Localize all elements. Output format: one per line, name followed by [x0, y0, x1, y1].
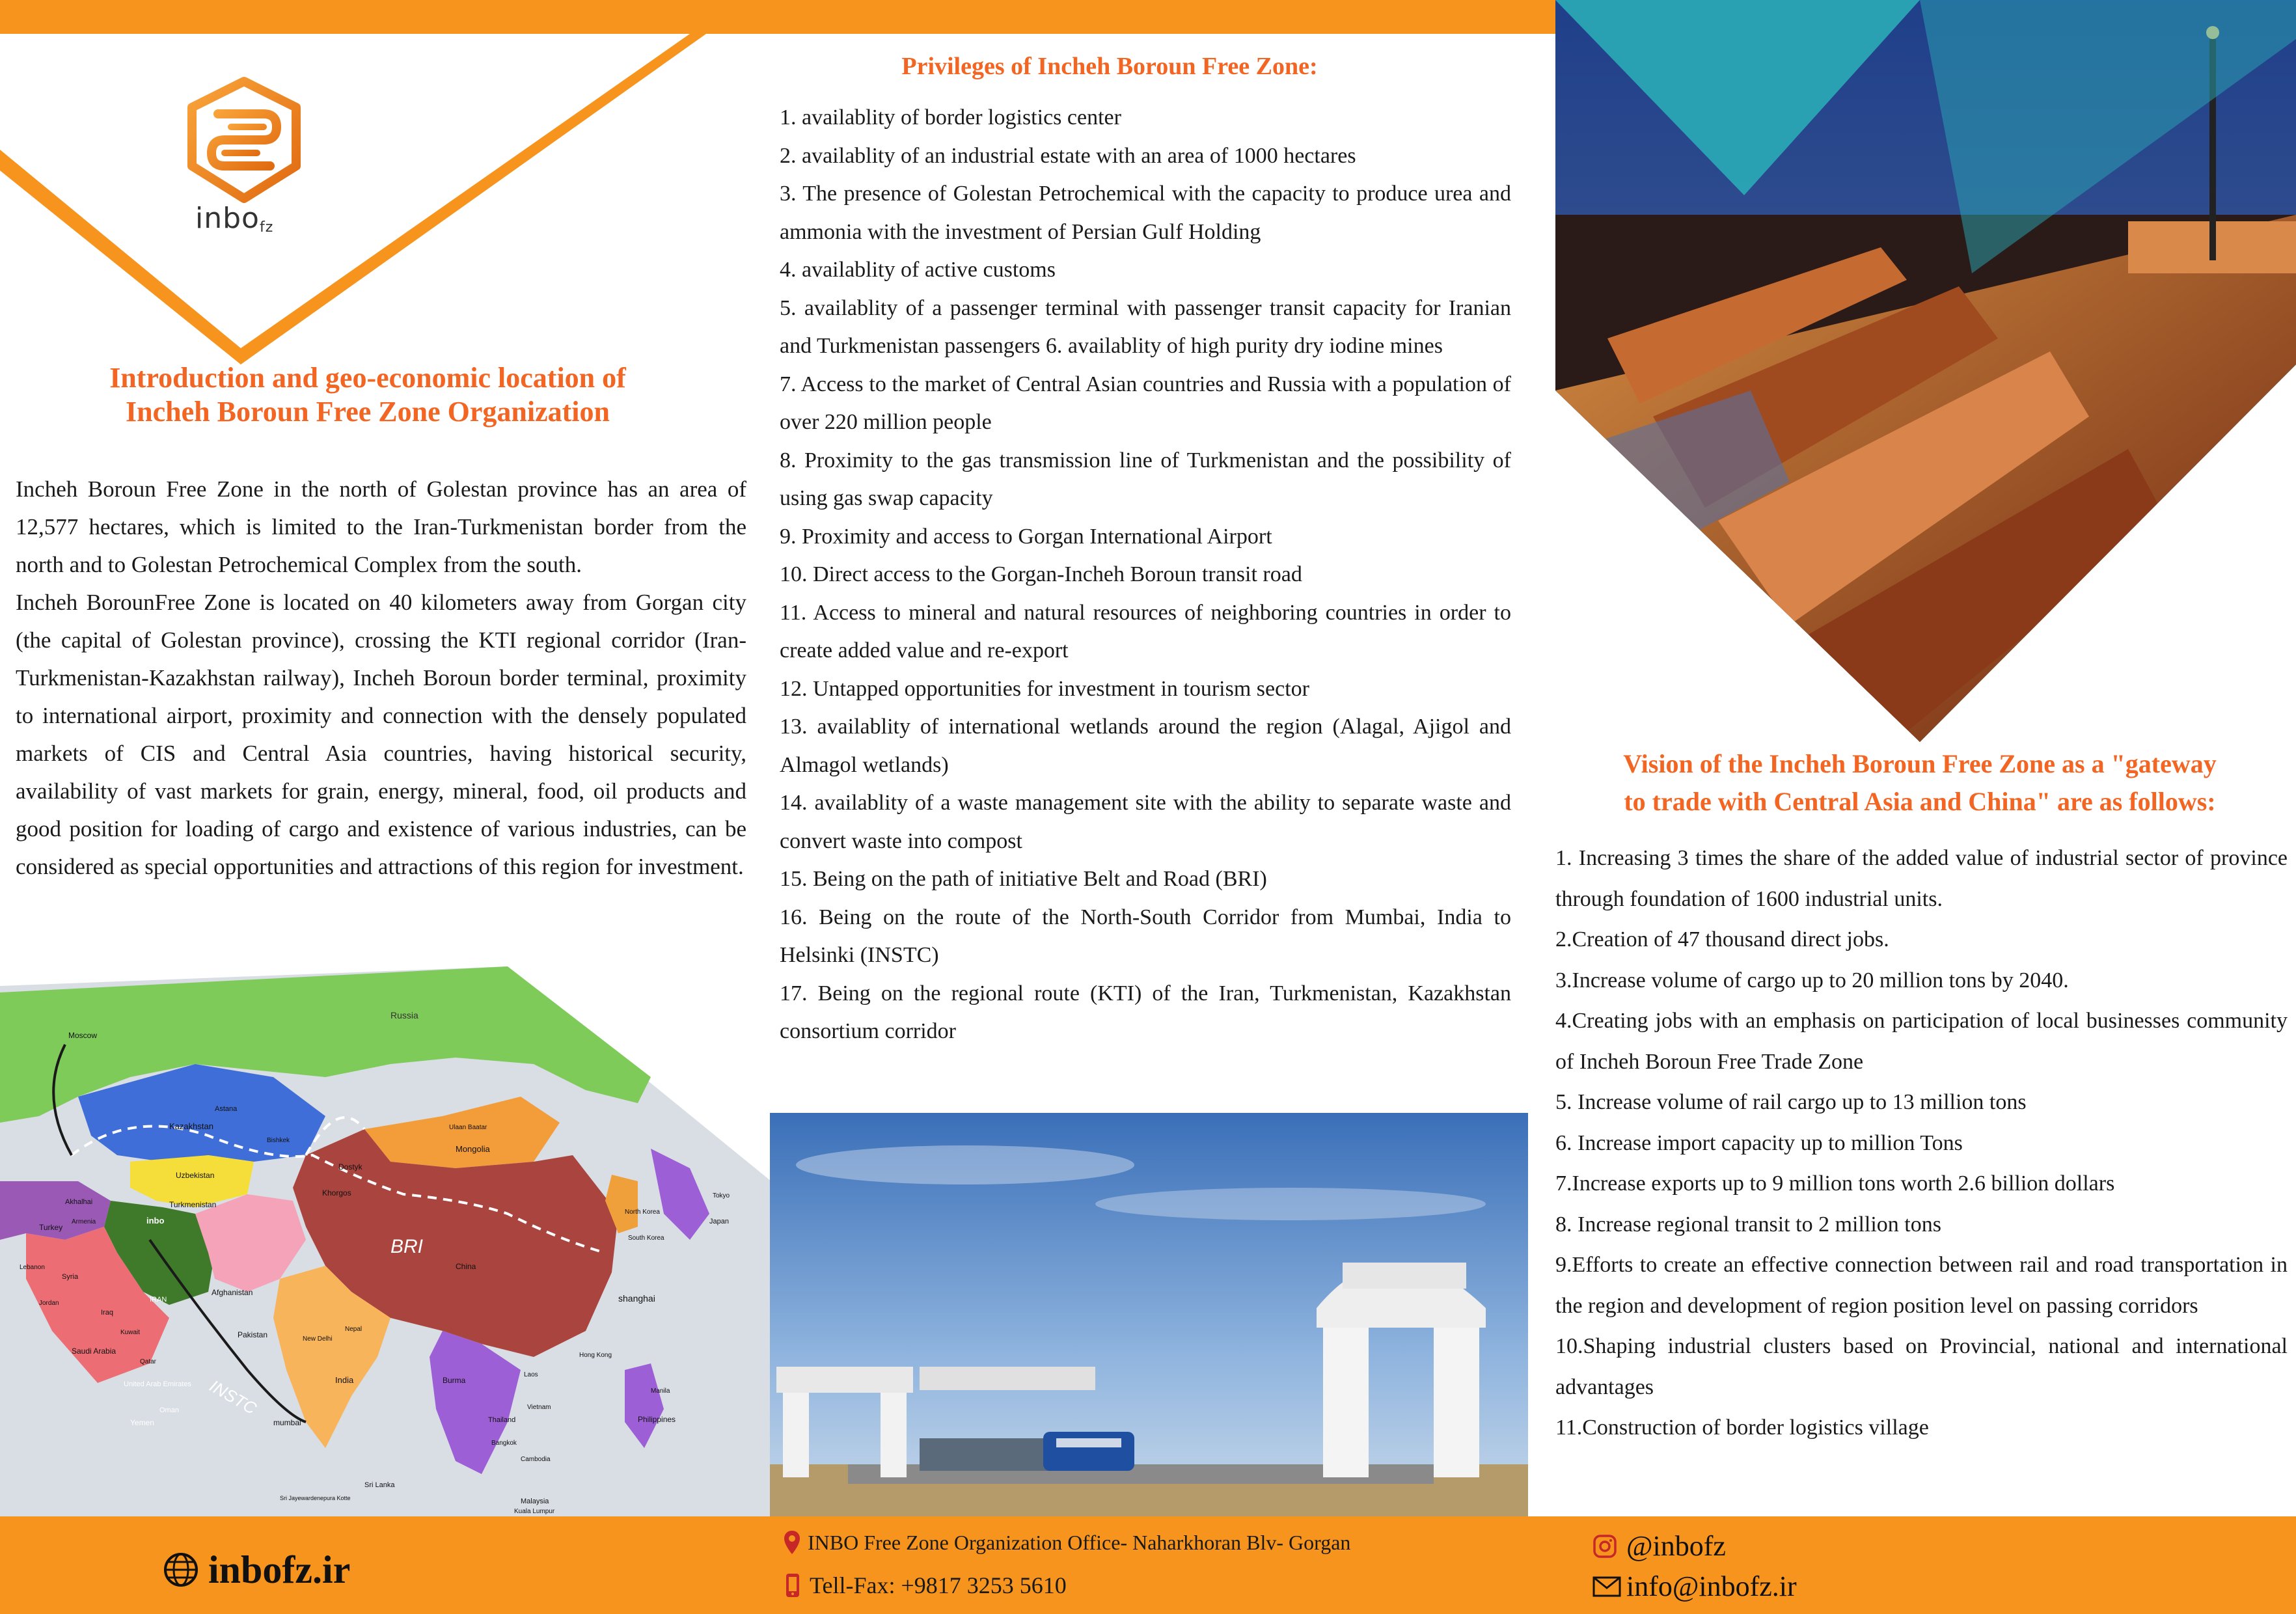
logo-text: inbo [195, 202, 260, 235]
vision-item: 5. Increase volume of rail cargo up to 13 million tons [1555, 1090, 2027, 1114]
map-label-india: India [335, 1375, 354, 1385]
vision-title-line1: Vision of the Incheh Boroun Free Zone as a "gateway [1623, 749, 2217, 778]
map-label-mongolia: Mongolia [456, 1144, 490, 1154]
map-label-southkorea: South Korea [628, 1235, 664, 1242]
map-label-uzbekistan: Uzbekistan [176, 1171, 215, 1180]
vision-item: 6. Increase import capacity up to million Tons [1555, 1130, 1963, 1155]
privilege-item: 5. availablity of a passenger terminal with passenger transit capacity for Iranian and Turkmenistan passengers 6. availablity of high purity dry iodine mines [780, 295, 1511, 358]
intro-paragraph-1: Incheh Boroun Free Zone in the north of Golestan province has an area of 12,577 hectares, which is limited to the Iran-Turkmenistan border from the north and to Golestan Petrochemical Complex from the south. [16, 476, 746, 577]
map-label-instc: INSTC [206, 1376, 260, 1419]
privilege-item: 16. Being on the route of the North-South Corridor from Mumbai, India to Helsinki (INSTC) [780, 905, 1511, 967]
map-label-uae: United Arab Emirates [124, 1380, 191, 1388]
map-label-srij: Sri Jayewardenepura Kotte [280, 1495, 351, 1501]
email-link[interactable]: info@inbofz.ir [1626, 1570, 1797, 1602]
vision-item: 8. Increase regional transit to 2 million tons [1555, 1212, 1941, 1237]
intro-body [16, 471, 746, 886]
privilege-item: 17. Being on the regional route (KTI) of the Iran, Turkmenistan, Kazakhstan consortium corridor [780, 981, 1511, 1043]
map-label-qatar: Qatar [140, 1358, 157, 1365]
map-label-afghanistan: Afghanistan [212, 1288, 253, 1297]
logo-suffix: fz [259, 219, 274, 236]
map-label-laos: Laos [524, 1371, 538, 1378]
map-label-astana: Astana [215, 1105, 238, 1113]
vision-item: 3.Increase volume of cargo up to 20 million tons by 2040. [1555, 968, 2069, 992]
map-label-kazakhstan: Kazakhstan [169, 1121, 213, 1131]
phone-group [785, 1572, 1067, 1599]
instagram-group [1592, 1529, 1726, 1563]
privilege-item: 10. Direct access to the Gorgan-Incheh Boroun transit road [780, 562, 1302, 586]
privilege-item: 14. availablity of a waste management site with the ability to separate waste and convert waste into compost [780, 791, 1511, 853]
intro-title [13, 361, 722, 429]
map-label-russia: Russia [390, 1010, 418, 1020]
inbo-logo [166, 75, 322, 244]
privileges-list [780, 99, 1511, 1051]
map-label-shanghai: shanghai [618, 1293, 655, 1304]
email-group [1592, 1570, 1797, 1603]
map-label-vietnam: Vietnam [527, 1404, 551, 1411]
map-label-bangkok: Bangkok [491, 1440, 517, 1447]
map-label-khorgos: Khorgos [322, 1188, 351, 1197]
instagram-link[interactable]: @inbofz [1626, 1530, 1726, 1562]
map-label-philippines: Philippines [638, 1415, 676, 1424]
website-link[interactable]: inbofz.ir [208, 1548, 351, 1591]
location-pin-icon [783, 1529, 801, 1555]
privilege-item: 3. The presence of Golestan Petrochemical with the capacity to produce urea and ammonia with the investment of Persian Gulf Holding [780, 182, 1511, 244]
phone-icon [785, 1572, 800, 1598]
globe-icon [163, 1552, 199, 1588]
vision-item: 7.Increase exports up to 9 million tons worth 2.6 billion dollars [1555, 1171, 2115, 1196]
map-label-cambodia: Cambodia [521, 1456, 551, 1463]
privilege-item: 2. availablity of an industrial estate with an area of 1000 hectares [780, 143, 1356, 168]
privilege-item: 12. Untapped opportunities for investment in tourism sector [780, 676, 1309, 701]
logo-mark-icon [166, 75, 322, 205]
privilege-item: 1. availablity of border logistics center [780, 105, 1121, 130]
map-label-newdelhi: New Delhi [303, 1335, 333, 1343]
instagram-icon [1592, 1534, 1617, 1559]
privilege-item: 13. availablity of international wetlands around the region (Alagal, Ajigol and Almagol wetlands) [780, 715, 1511, 777]
map-label-turkmenistan: Turkmenistan [169, 1200, 217, 1209]
vision-item: 9.Efforts to create an effective connection between rail and road transportation in the region and development of region position level on passing corridors [1555, 1253, 2288, 1318]
map-label-japan: Japan [709, 1218, 729, 1225]
privilege-item: 4. availablity of active customs [780, 258, 1056, 282]
vision-list [1555, 838, 2288, 1449]
map-label-china: China [456, 1262, 476, 1271]
privilege-item: 7. Access to the market of Central Asian countries and Russia with a population of over 220 million people [780, 372, 1511, 434]
map-label-turkey: Turkey [39, 1223, 63, 1232]
vision-item: 10.Shaping industrial clusters based on Provincial, national and international advantages [1555, 1334, 2288, 1399]
rail-yard-photo [1555, 0, 2296, 742]
map-label-iraq: Iraq [101, 1309, 113, 1317]
footer-bar [0, 1516, 2296, 1614]
map-label-bri: BRI [390, 1236, 424, 1257]
border-gate-photo [770, 1113, 1528, 1516]
privileges-title: Privileges of Incheh Boroun Free Zone: [901, 53, 1318, 80]
intro-title-line2: Incheh Boroun Free Zone Organization [126, 396, 610, 428]
intro-title-line1: Introduction and geo-economic location of [109, 362, 626, 394]
map-label-bishkek: Bishkek [267, 1137, 290, 1144]
vision-item: 2.Creation of 47 thousand direct jobs. [1555, 927, 1889, 951]
map-label-kuala: Kuala Lumpur [514, 1508, 555, 1515]
map-label-inbo: inbo [146, 1216, 165, 1225]
vision-item: 4.Creating jobs with an emphasis on participation of local businesses community of Incheh Boroun Free Trade Zone [1555, 1009, 2288, 1074]
map-label-iran: IRAN [150, 1296, 167, 1304]
vision-title [1562, 745, 2278, 821]
map-label-lebanon: Lebanon [20, 1264, 45, 1271]
map-label-armenia: Armenia [72, 1218, 96, 1225]
map-label-srilanka: Sri Lanka [364, 1481, 395, 1489]
regional-map [0, 966, 771, 1516]
map-label-tokyo: Tokyo [713, 1192, 730, 1199]
map-label-ulaanbaatar: Ulaan Baatar [449, 1124, 487, 1131]
map-label-oman: Oman [159, 1406, 179, 1414]
privilege-item: 11. Access to mineral and natural resources of neighboring countries in order to create added value and re-export [780, 600, 1511, 663]
map-label-malaysia: Malaysia [521, 1498, 549, 1505]
map-label-syria: Syria [62, 1273, 79, 1281]
map-label-northkorea: North Korea [625, 1209, 660, 1216]
map-label-mumbai: mumbai [273, 1418, 301, 1427]
vision-item: 1. Increasing 3 times the share of the added value of industrial sector of province through foundation of 1600 industrial units. [1555, 846, 2288, 911]
address-group [783, 1529, 1350, 1555]
privilege-item: 8. Proximity to the gas transmission line of Turkmenistan and the possibility of using gas swap capacity [780, 448, 1511, 510]
map-label-burma: Burma [443, 1376, 466, 1385]
map-label-saudi: Saudi Arabia [72, 1347, 116, 1356]
phone-text: Tell-Fax: +9817 3253 5610 [810, 1572, 1067, 1598]
vision-title-line2: to trade with Central Asia and China" are as follows: [1624, 787, 2216, 816]
privilege-item: 15. Being on the path of initiative Belt and Road (BRI) [780, 867, 1267, 891]
map-label-akhalhai: Akhalhai [65, 1198, 93, 1206]
map-label-kuwait: Kuwait [120, 1329, 141, 1336]
address-text: INBO Free Zone Organization Office- Naharkhoran Blv- Gorgan [808, 1530, 1351, 1554]
map-label-yemen: Yemen [130, 1418, 154, 1427]
map-label-pakistan: Pakistan [238, 1330, 268, 1339]
map-label-hongkong: Hong Kong [579, 1352, 612, 1359]
map-label-thailand: Thailand [488, 1416, 516, 1424]
map-label-nepal: Nepal [345, 1326, 362, 1333]
chevron-decoration [0, 0, 771, 364]
map-label-dostyk: Dostyk [338, 1162, 362, 1171]
map-label-manila: Manila [651, 1388, 670, 1395]
vision-item: 11.Construction of border logistics village [1555, 1416, 1929, 1440]
mail-icon [1592, 1576, 1621, 1597]
map-label-moscow: Moscow [68, 1031, 98, 1040]
privilege-item: 9. Proximity and access to Gorgan International Airport [780, 524, 1272, 549]
map-label-jordan: Jordan [39, 1300, 59, 1307]
website-group [163, 1550, 350, 1589]
intro-paragraph-2: Incheh BorounFree Zone is located on 40 kilometers away from Gorgan city (the capital of Golestan province), crossing the KTI regional corridor (Iran-Turkmenistan-Kazakhstan railway), Incheh Boroun border terminal, proximity to international airport, proximity and connection with the densely populated markets of CIS and Central Asia countries, having historical security, availability of vast markets for grain, energy, mineral, food, oil products and good position for loading of cargo and existence of various industries, can be considered as special opportunities and attractions of this region for investment. [16, 590, 746, 879]
